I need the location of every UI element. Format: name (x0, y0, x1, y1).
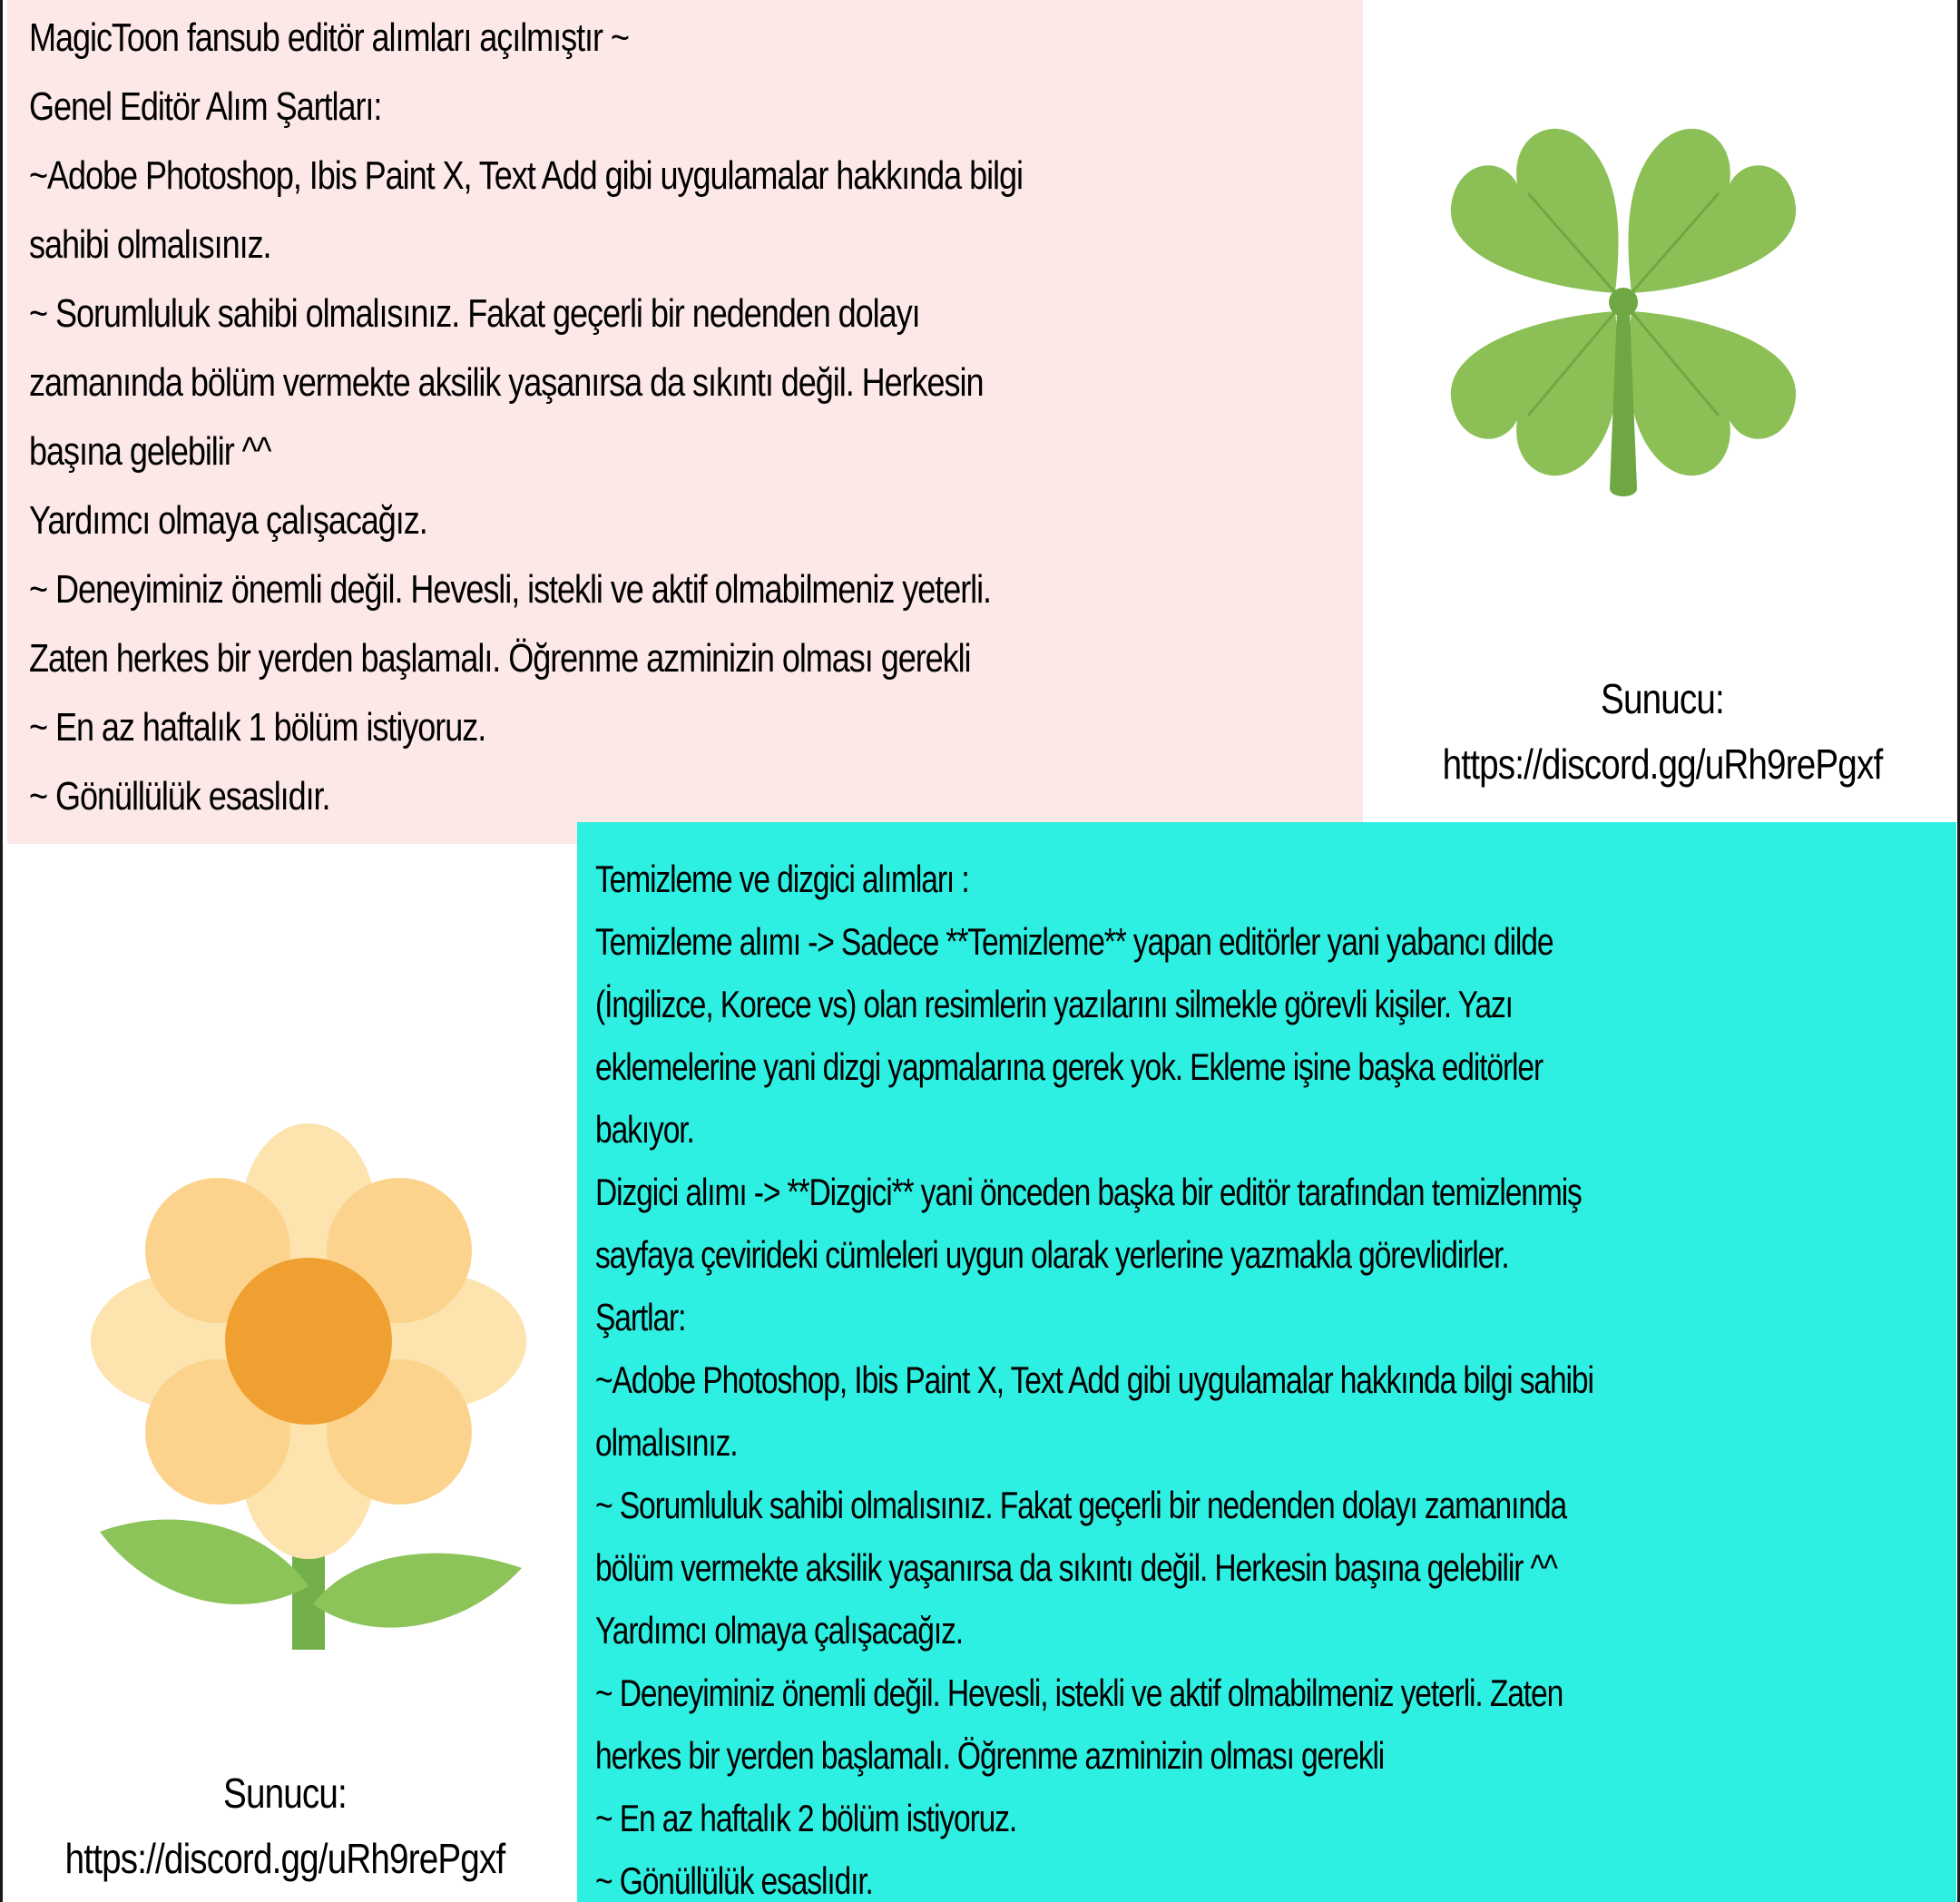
cleaning-line: bakıyor. (595, 1108, 694, 1151)
cleaning-line: eklemelerine yani dizgi yapmalarına gerek yok. Ekleme işine başka editörler (595, 1045, 1544, 1088)
cleaning-line: Yardımcı olmaya çalışacağız. (595, 1609, 963, 1652)
server-label: Sunucu: (1601, 675, 1724, 722)
general-line: başına gelebilir ^^ (29, 429, 271, 474)
cleaning-line: ~Adobe Photoshop, Ibis Paint X, Text Add gibi uygulamalar hakkında bilgi sahibi (595, 1358, 1593, 1401)
general-line: ~ Gönüllülük esaslıdır. (29, 774, 330, 819)
cleaning-title: Temizleme ve dizgici alımları : (595, 858, 969, 900)
cleaning-line: (İngilizce, Korece vs) olan resimlerin yazılarını silmekle görevli kişiler. Yazı (595, 983, 1513, 1025)
cleaning-line: ~ Gönüllülük esaslıdır. (595, 1859, 873, 1902)
general-recruitment-panel (7, 0, 1363, 844)
general-line: ~Adobe Photoshop, Ibis Paint X, Text Add gibi uygulamalar hakkında bilgi (29, 153, 1023, 198)
general-line: Zaten herkes bir yerden başlamalı. Öğrenme azminizin olması gerekli (29, 636, 971, 681)
cleaning-line: olmalısınız. (595, 1421, 738, 1464)
cleaning-line: ~ En az haftalık 2 bölüm istiyoruz. (595, 1797, 1017, 1839)
general-line: ~ En az haftalık 1 bölüm istiyoruz. (29, 705, 486, 750)
cleaning-line: herkes bir yerden başlamalı. Öğrenme azminizin olması gerekli (595, 1734, 1385, 1777)
server-link[interactable]: https://discord.gg/uRh9rePgxf (1442, 740, 1883, 788)
general-line: ~ Deneyiminiz önemli değil. Hevesli, istekli ve aktif olmabilmeniz yeterli. (29, 567, 992, 612)
flower-icon (82, 1114, 554, 1659)
general-line: sahibi olmalısınız. (29, 222, 271, 267)
cleaning-line: Temizleme alımı -> Sadece **Temizleme** yapan editörler yani yabancı dilde (595, 920, 1553, 963)
cleaning-requirements-heading: Şartlar: (595, 1296, 686, 1338)
general-title: MagicToon fansub editör alımları açılmıştır ~ (29, 15, 629, 60)
server-info-bottom (4, 1760, 566, 1891)
cleaning-line: ~ Sorumluluk sahibi olmalısınız. Fakat geçerli bir nedenden dolayı zamanında (595, 1484, 1567, 1526)
server-label: Sunucu: (223, 1770, 347, 1817)
general-line: zamanında bölüm vermekte aksilik yaşanırsa da sıkıntı değil. Herkesin (29, 360, 984, 405)
cleaning-line: ~ Deneyiminiz önemli değil. Hevesli, istekli ve aktif olmabilmeniz yeterli. Zaten (595, 1672, 1563, 1714)
cleaning-line: bölüm vermekte aksilik yaşanırsa da sıkıntı değil. Herkesin başına gelebilir ^^ (595, 1546, 1557, 1589)
general-line: ~ Sorumluluk sahibi olmalısınız. Fakat geçerli bir nedenden dolayı (29, 291, 920, 336)
four-leaf-clover-icon (1410, 107, 1837, 515)
general-line: Yardımcı olmaya çalışacağız. (29, 498, 427, 543)
cleaning-line: Dizgici alımı -> **Dizgici** yani önceden başka bir editör tarafından temizlenmiş (595, 1171, 1582, 1213)
server-info-top (1372, 666, 1953, 797)
cleaning-line: sayfaya çevirideki cümleleri uygun olarak yerlerine yazmakla görevlidirler. (595, 1233, 1509, 1276)
cleaning-recruitment-panel (577, 822, 1956, 1902)
general-subtitle: Genel Editör Alım Şartları: (29, 84, 382, 129)
server-link[interactable]: https://discord.gg/uRh9rePgxf (64, 1835, 505, 1882)
